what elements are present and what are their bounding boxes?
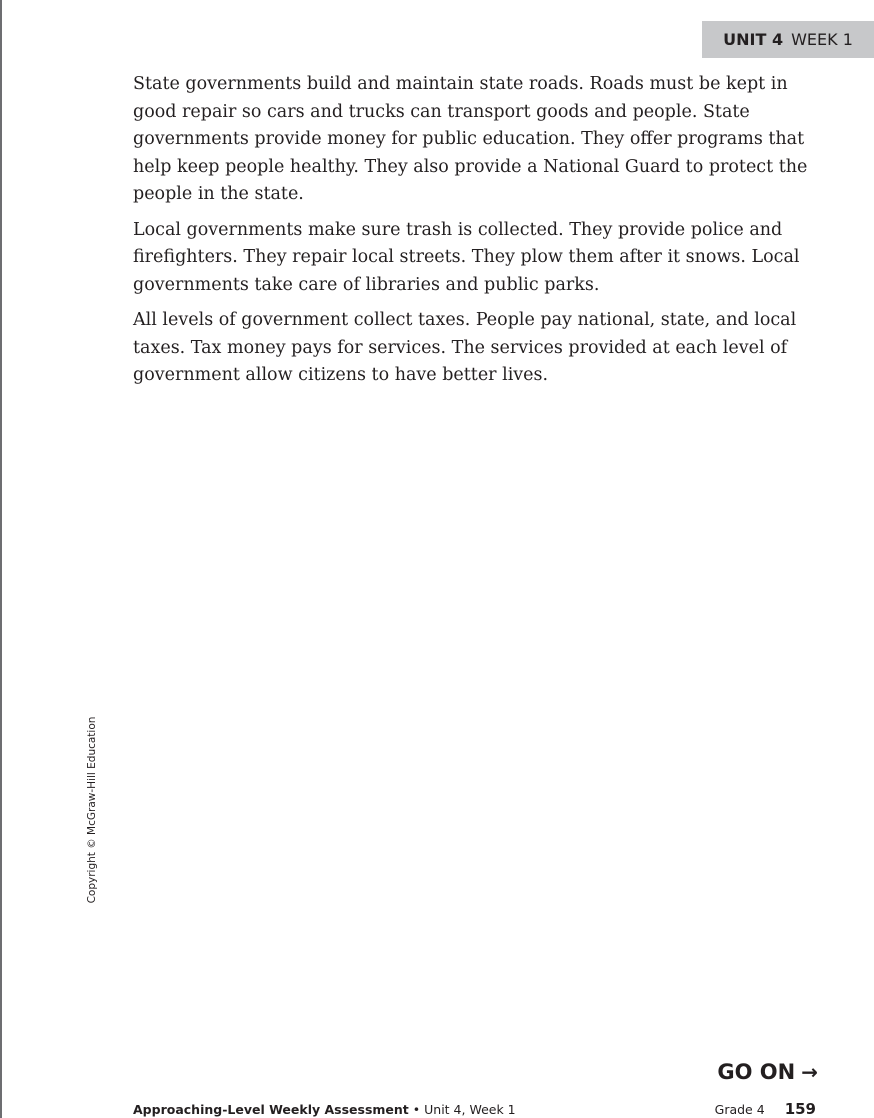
- assessment-title: Approaching-Level Weekly Assessment: [133, 1102, 409, 1117]
- unit-week-tab: [702, 21, 874, 58]
- grade-label: Grade 4: [714, 1102, 765, 1117]
- copyright-notice: Copyright © McGraw-Hill Education: [86, 716, 98, 904]
- footer-separator: •: [412, 1102, 421, 1117]
- page-left-border: [0, 0, 2, 1118]
- passage-paragraph-1: State governments build and maintain state roads. Roads must be kept in good repair so cars and trucks can transport goods and people. State governments provide money for public education. They offer programs that help keep people healthy. They also provide a National Guard to protect the people in the state.: [133, 74, 808, 204]
- go-on-label: GO ON: [717, 1060, 796, 1084]
- page-number: 159: [784, 1100, 816, 1118]
- week-label: WEEK 1: [791, 30, 853, 49]
- go-on-indicator: [717, 1060, 818, 1084]
- passage-paragraph-3: All levels of government collect taxes. People pay national, state, and local taxes. Tax money pays for services. The services provided at each level of government allow citizens to have better lives.: [133, 310, 797, 385]
- unit-label: UNIT 4: [723, 30, 784, 49]
- footer-page-info: [715, 1100, 816, 1118]
- right-arrow-icon: →: [801, 1060, 818, 1084]
- footer-assessment-info: [133, 1102, 516, 1117]
- footer-unit-week: Unit 4, Week 1: [424, 1102, 516, 1117]
- passage-paragraph-2: Local governments make sure trash is collected. They provide police and firefighters. They repair local streets. They plow them after it snows. Local governments take care of libraries and public parks.: [133, 219, 800, 295]
- reading-passage: [133, 71, 823, 398]
